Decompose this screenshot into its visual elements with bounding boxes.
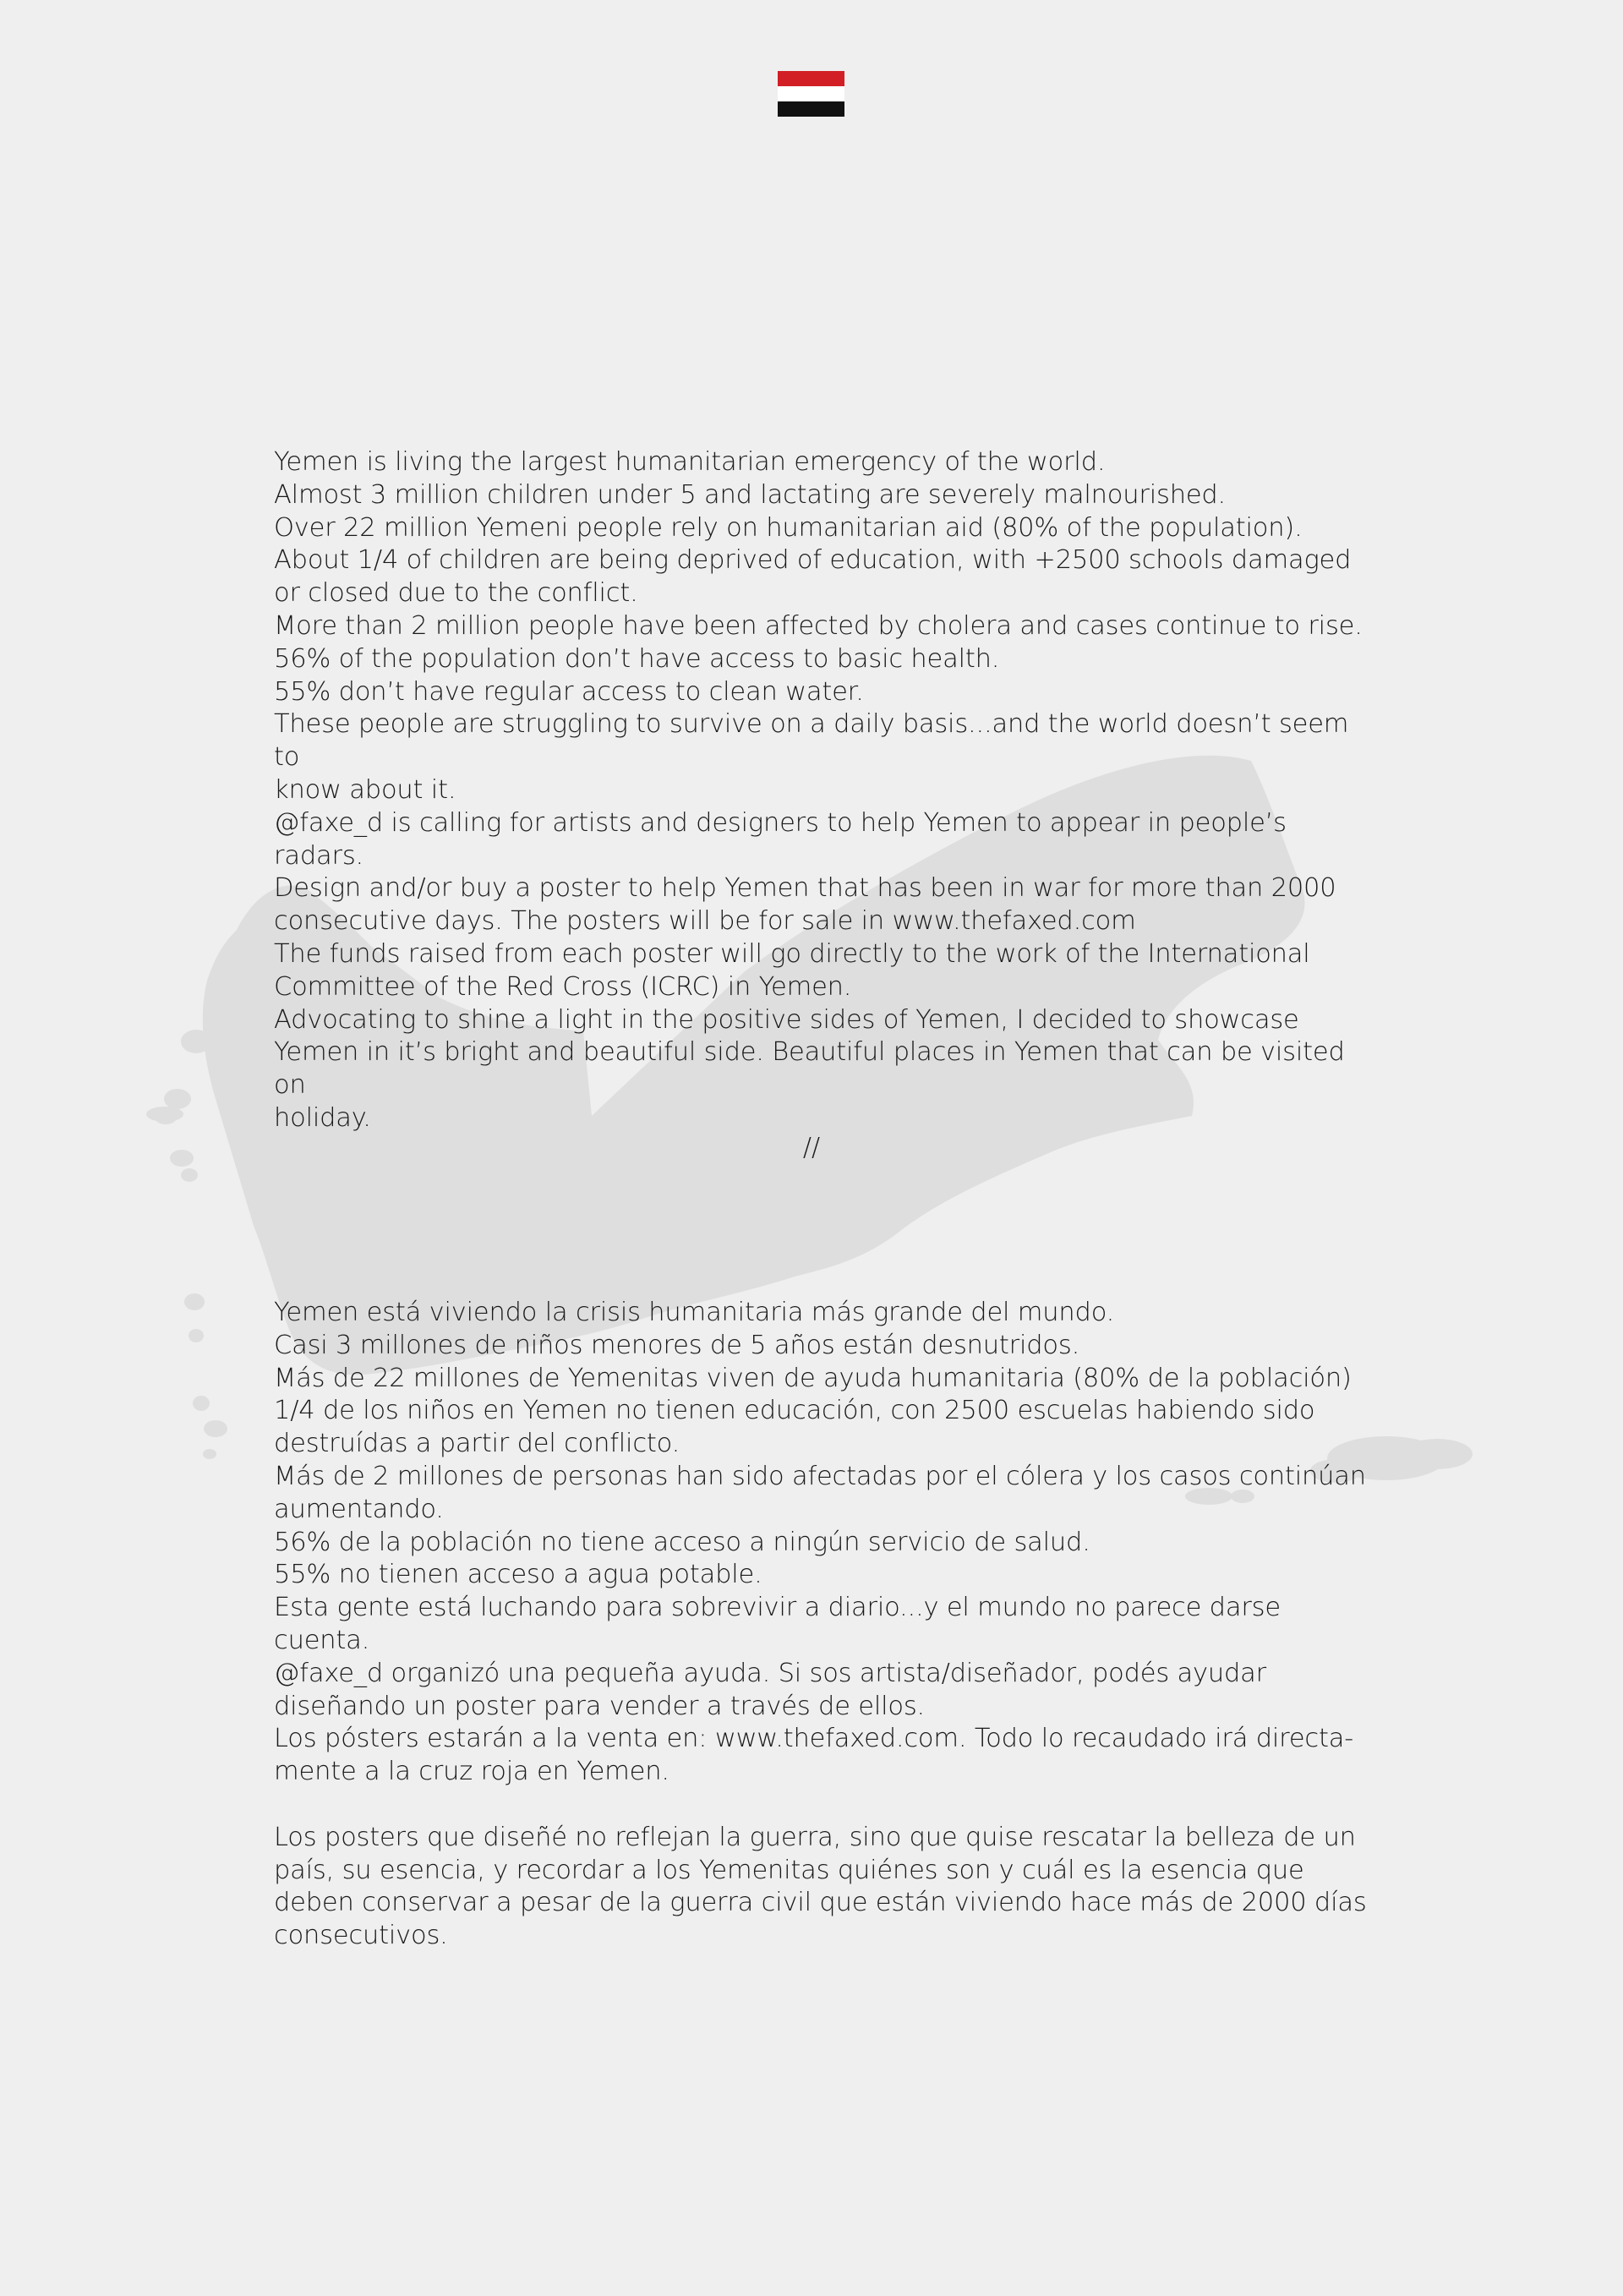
spanish-paragraph: Casi 3 millones de niños menores de 5 años están desnutridos. [274,1330,1080,1360]
paragraph-gap [274,1789,1373,1822]
flag-stripe-red [778,71,844,86]
english-paragraph: Advocating to shine a light in the positive sides of Yemen, I decided to showcase Yemen in it’s bright and beautiful side. Beautiful places in Yemen that can be visited on holiday. [274,1004,1345,1133]
spanish-closing-paragraph: Los posters que diseñé no reflejan la guerra, sino que quise rescatar la belleza de un país, su esencia, y recordar a los Yemenitas quiénes son y cuál es la esencia que deben conservar a pesar de la guerra civil que están viviendo hace más de 2000 días consecutivos. [274,1822,1367,1951]
language-separator: // [802,1133,821,1162]
spanish-paragraph: Más de 22 millones de Yemenitas viven de ayuda humanitaria (80% de la población) [274,1363,1352,1393]
spanish-paragraph: 1/4 de los niños en Yemen no tienen educación, con 2500 escuelas habiendo sido destruídas a partir del conflicto. [274,1396,1315,1459]
english-paragraph: Design and/or buy a poster to help Yemen that has been in war for more than 2000 consecutive days. The posters will be for sale in www.thefaxed.com [274,873,1336,937]
spanish-paragraph: Yemen está viviendo la crisis humanitaria más grande del mundo. [274,1298,1115,1327]
spanish-paragraph: @faxe_d organizó una pequeña ayuda. Si sos artista/diseñador, podés ayudar diseñando un poster para vender a través de ellos. [274,1658,1266,1721]
english-paragraph: 55% don’t have regular access to clean water. [274,676,864,707]
english-paragraph: The funds raised from each poster will go directly to the work of the International Committee of the Red Cross (ICRC) in Yemen. [274,938,1310,1002]
english-paragraph: 56% of the population don’t have access to basic health. [274,643,1000,674]
spanish-paragraph: Esta gente está luchando para sobrevivir a diario...y el mundo no parece darse cuenta. [274,1593,1281,1655]
english-paragraph: Almost 3 million children under 5 and lactating are severely malnourished. [274,479,1227,510]
english-paragraph: More than 2 million people have been affected by cholera and cases continue to rise. [274,610,1363,641]
spanish-text-block [274,1297,1373,1953]
flag-stripe-black [778,101,844,117]
english-text-block [274,446,1373,1135]
english-paragraph: Over 22 million Yemeni people rely on humanitarian aid (80% of the population). [274,512,1303,543]
english-paragraph: @faxe_d is calling for artists and designers to help Yemen to appear in people’s radars. [274,807,1287,871]
spanish-paragraph: 56% de la población no tiene acceso a ningún servicio de salud. [274,1527,1090,1557]
yemen-flag-icon [778,71,844,117]
english-paragraph: These people are struggling to survive on a daily basis...and the world doesn’t seem to know about it. [274,709,1349,805]
spanish-paragraph: Más de 2 millones de personas han sido afectadas por el cólera y los casos continúan aumentando. [274,1461,1366,1524]
spanish-paragraph: 55% no tienen acceso a agua potable. [274,1560,762,1590]
spanish-paragraph: Los pósters estarán a la venta en: www.thefaxed.com. Todo lo recaudado irá directa- mente a la cruz roja en Yemen. [274,1724,1354,1787]
english-paragraph: About 1/4 of children are being deprived of education, with +2500 schools damaged or closed due to the conflict. [274,545,1352,609]
flag-stripe-white [778,86,844,101]
english-paragraph: Yemen is living the largest humanitarian emergency of the world. [274,447,1106,477]
